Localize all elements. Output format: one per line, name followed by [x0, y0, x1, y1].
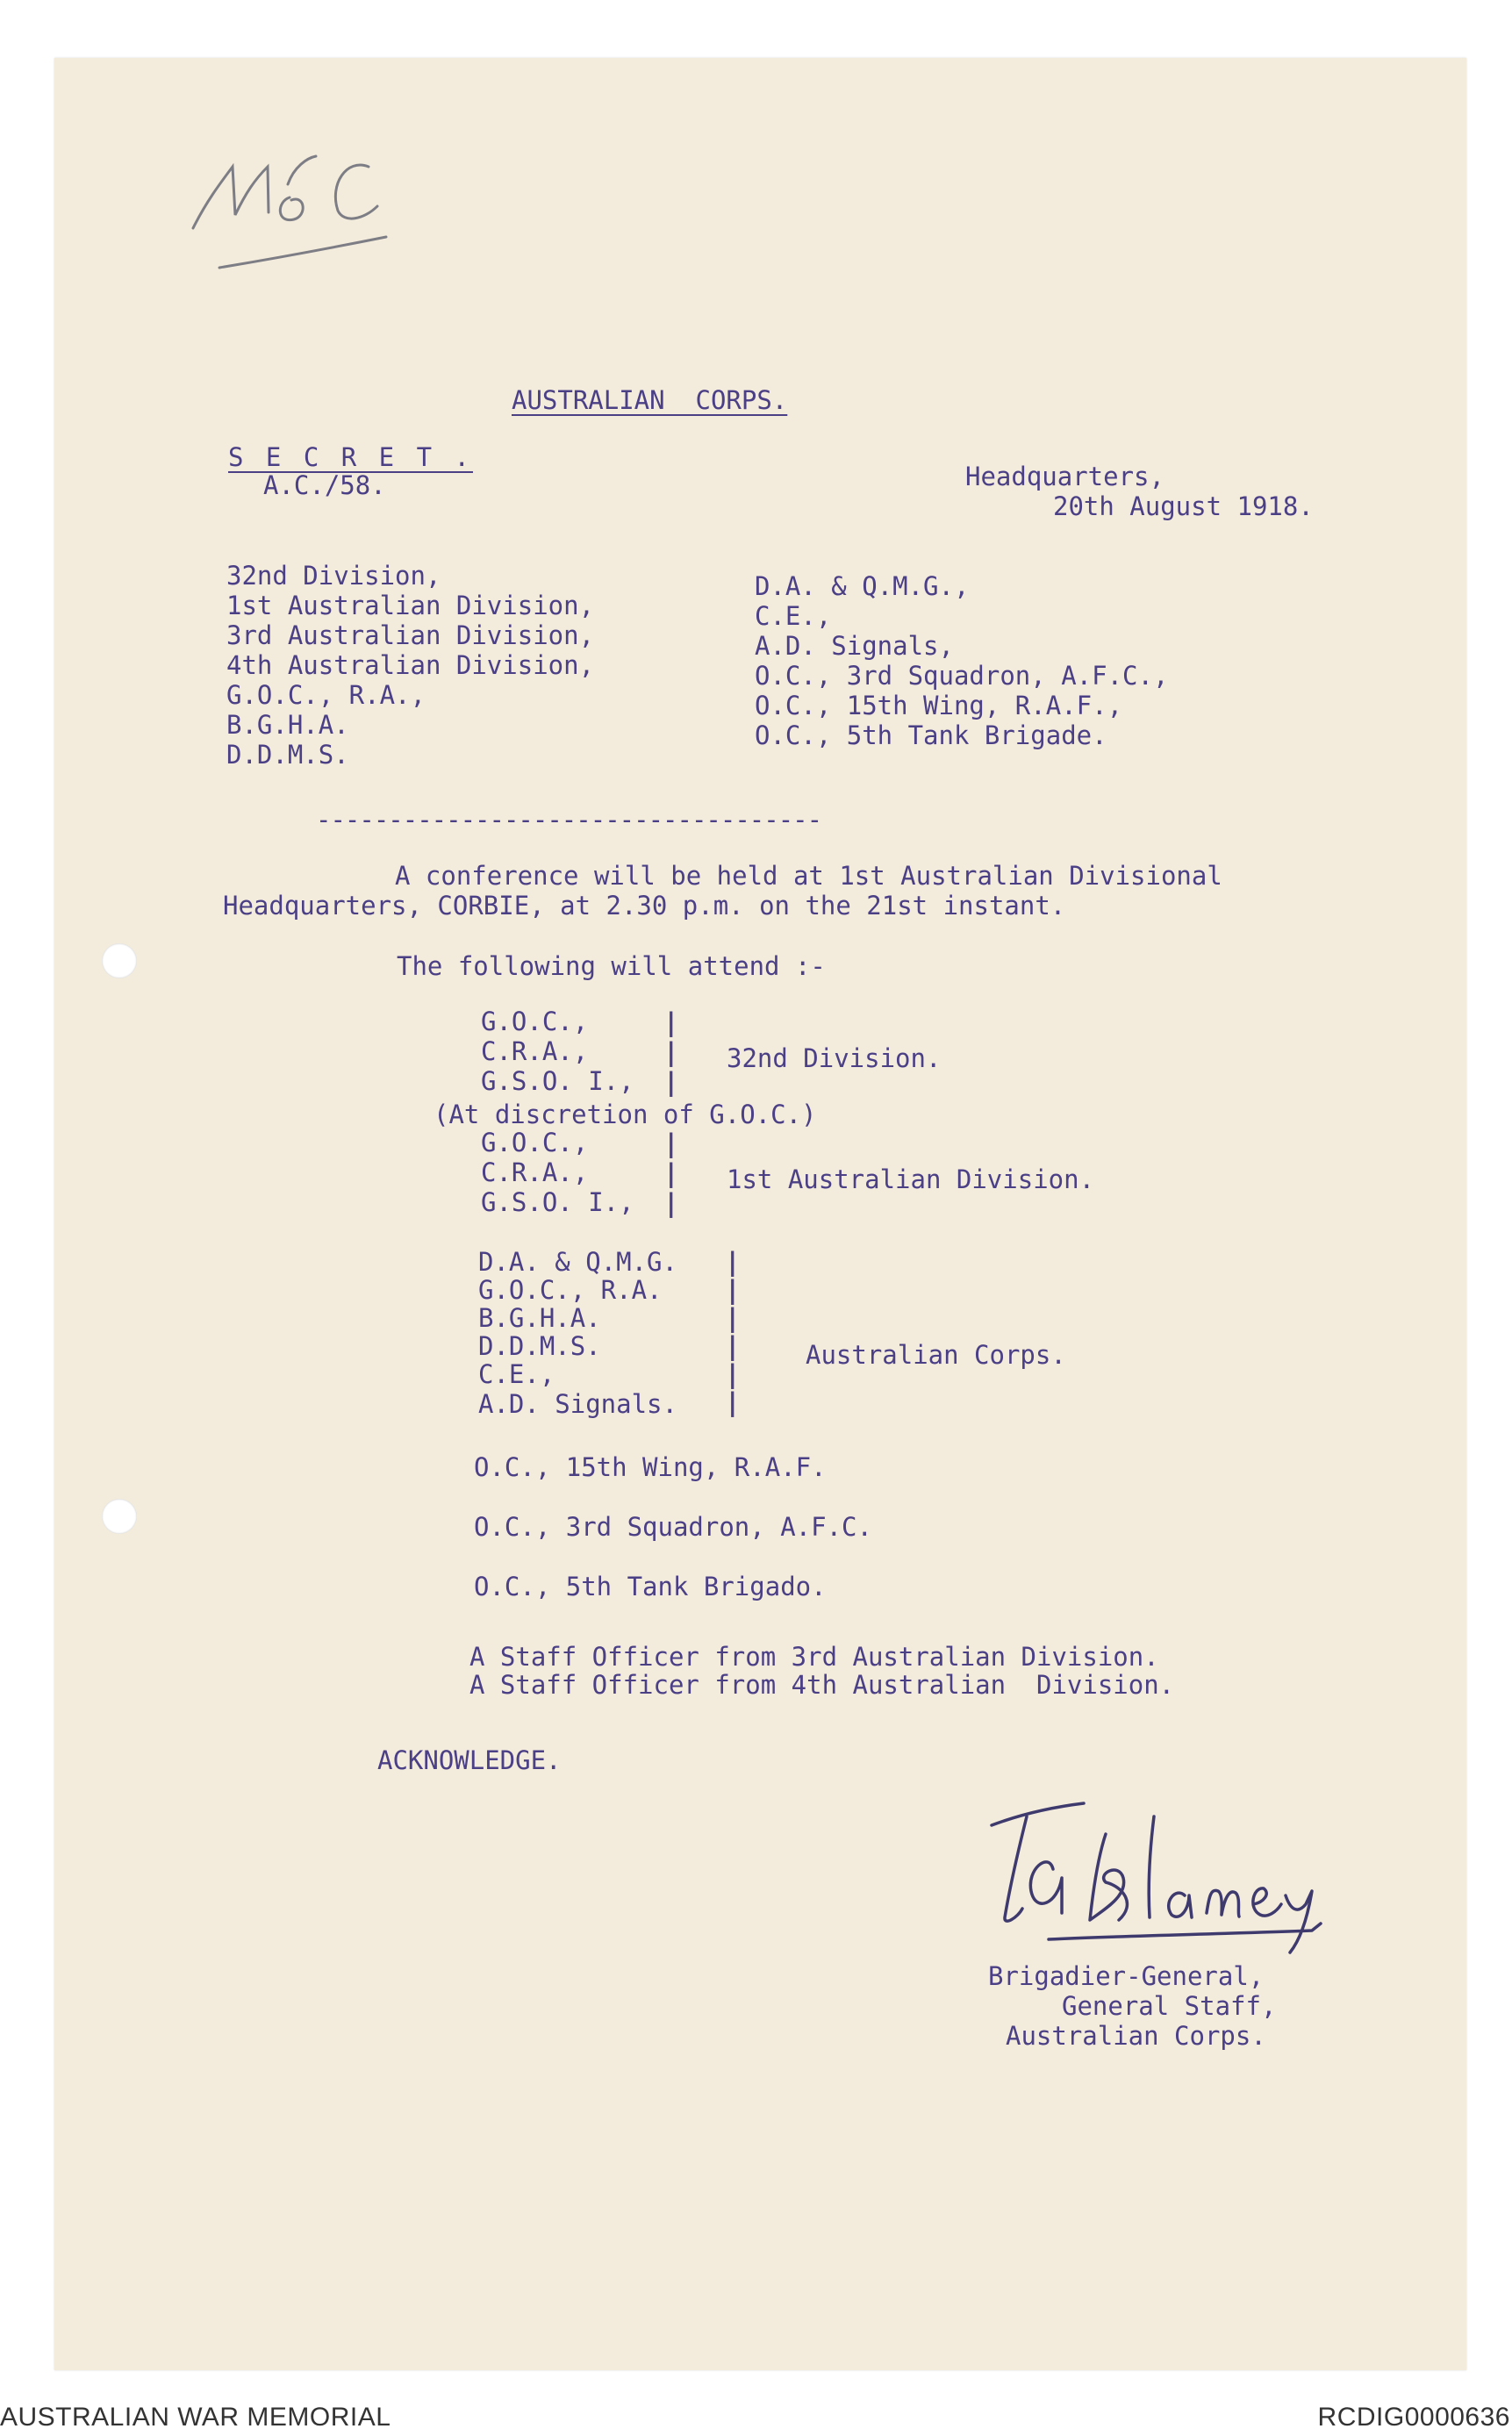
attendee: O.C., 5th Tank Brigado. [474, 1572, 827, 1601]
separator-line: ----------------------------------- [316, 805, 822, 835]
unit-name: 32nd Division. [727, 1043, 942, 1073]
reference-number: A.C./58. [263, 470, 386, 500]
document-heading: AUSTRALIAN CORPS. [512, 385, 788, 415]
attendee: C.E., [478, 1359, 555, 1389]
classification: S E C R E T . [228, 442, 473, 472]
attendee: G.S.O. I., [481, 1066, 634, 1096]
staff-officer-line: A Staff Officer from 3rd Australian Division. [469, 1642, 1159, 1672]
addressee: B.G.H.A. [226, 710, 349, 740]
attendee: O.C., 15th Wing, R.A.F. [474, 1452, 827, 1482]
attendee: G.O.C., [481, 1128, 589, 1157]
staff-officer-line: A Staff Officer from 4th Australian Division. [469, 1670, 1175, 1700]
pencil-annotation [184, 132, 404, 281]
footer-record-id: RCDIG0000636 [1317, 2403, 1510, 2432]
bracket: | | | | | | [725, 1247, 741, 1417]
location: Headquarters, [965, 462, 1164, 491]
addressee: A.D. Signals, [755, 631, 954, 661]
attendee: G.O.C., R.A. [478, 1275, 663, 1305]
addressee: O.C., 15th Wing, R.A.F., [755, 691, 1123, 720]
addressee: C.E., [755, 601, 832, 631]
attendee: D.A. & Q.M.G. [478, 1247, 677, 1277]
attendee: O.C., 3rd Squadron, A.F.C. [474, 1512, 872, 1542]
addressee: 3rd Australian Division, [226, 620, 595, 650]
bracket: | | | [663, 1007, 679, 1097]
addressee: 32nd Division, [226, 561, 441, 591]
unit-name: Australian Corps. [806, 1340, 1066, 1370]
signature [974, 1764, 1343, 1966]
paragraph-line: Headquarters, CORBIE, at 2.30 p.m. on the 21st instant. [223, 891, 1066, 921]
addressee: O.C., 3rd Squadron, A.F.C., [755, 661, 1169, 691]
signatory-title: General Staff, [1062, 1991, 1277, 2021]
attendee: B.G.H.A. [478, 1303, 601, 1333]
signatory-title: Australian Corps. [1006, 2021, 1266, 2051]
attendance-intro: The following will attend :- [397, 951, 826, 981]
date: 20th August 1918. [1053, 491, 1314, 521]
addressee: 4th Australian Division, [226, 650, 595, 680]
addressee: O.C., 5th Tank Brigade. [755, 720, 1107, 750]
signatory-title: Brigadier-General, [988, 1961, 1265, 1991]
attendee: A.D. Signals. [478, 1389, 677, 1419]
addressee: G.O.C., R.A., [226, 680, 426, 710]
bracket: | | | [663, 1128, 679, 1218]
addressee: D.A. & Q.M.G., [755, 571, 970, 601]
attendee: G.S.O. I., [481, 1187, 634, 1217]
attendee: G.O.C., [481, 1007, 589, 1036]
punch-hole-bottom [102, 1499, 137, 1534]
attendee: D.D.M.S. [478, 1331, 601, 1361]
unit-name: 1st Australian Division. [727, 1164, 1095, 1194]
attendee: C.R.A., [481, 1036, 589, 1066]
addressee: D.D.M.S. [226, 740, 349, 770]
footer-institution: AUSTRALIAN WAR MEMORIAL [0, 2403, 391, 2432]
paragraph-line: A conference will be held at 1st Australian Divisional [395, 861, 1222, 891]
punch-hole-top [102, 943, 137, 978]
attendee: C.R.A., [481, 1157, 589, 1187]
addressee: 1st Australian Division, [226, 591, 595, 620]
discretion-note: (At discretion of G.O.C.) [434, 1100, 817, 1129]
acknowledge: ACKNOWLEDGE. [377, 1745, 562, 1775]
